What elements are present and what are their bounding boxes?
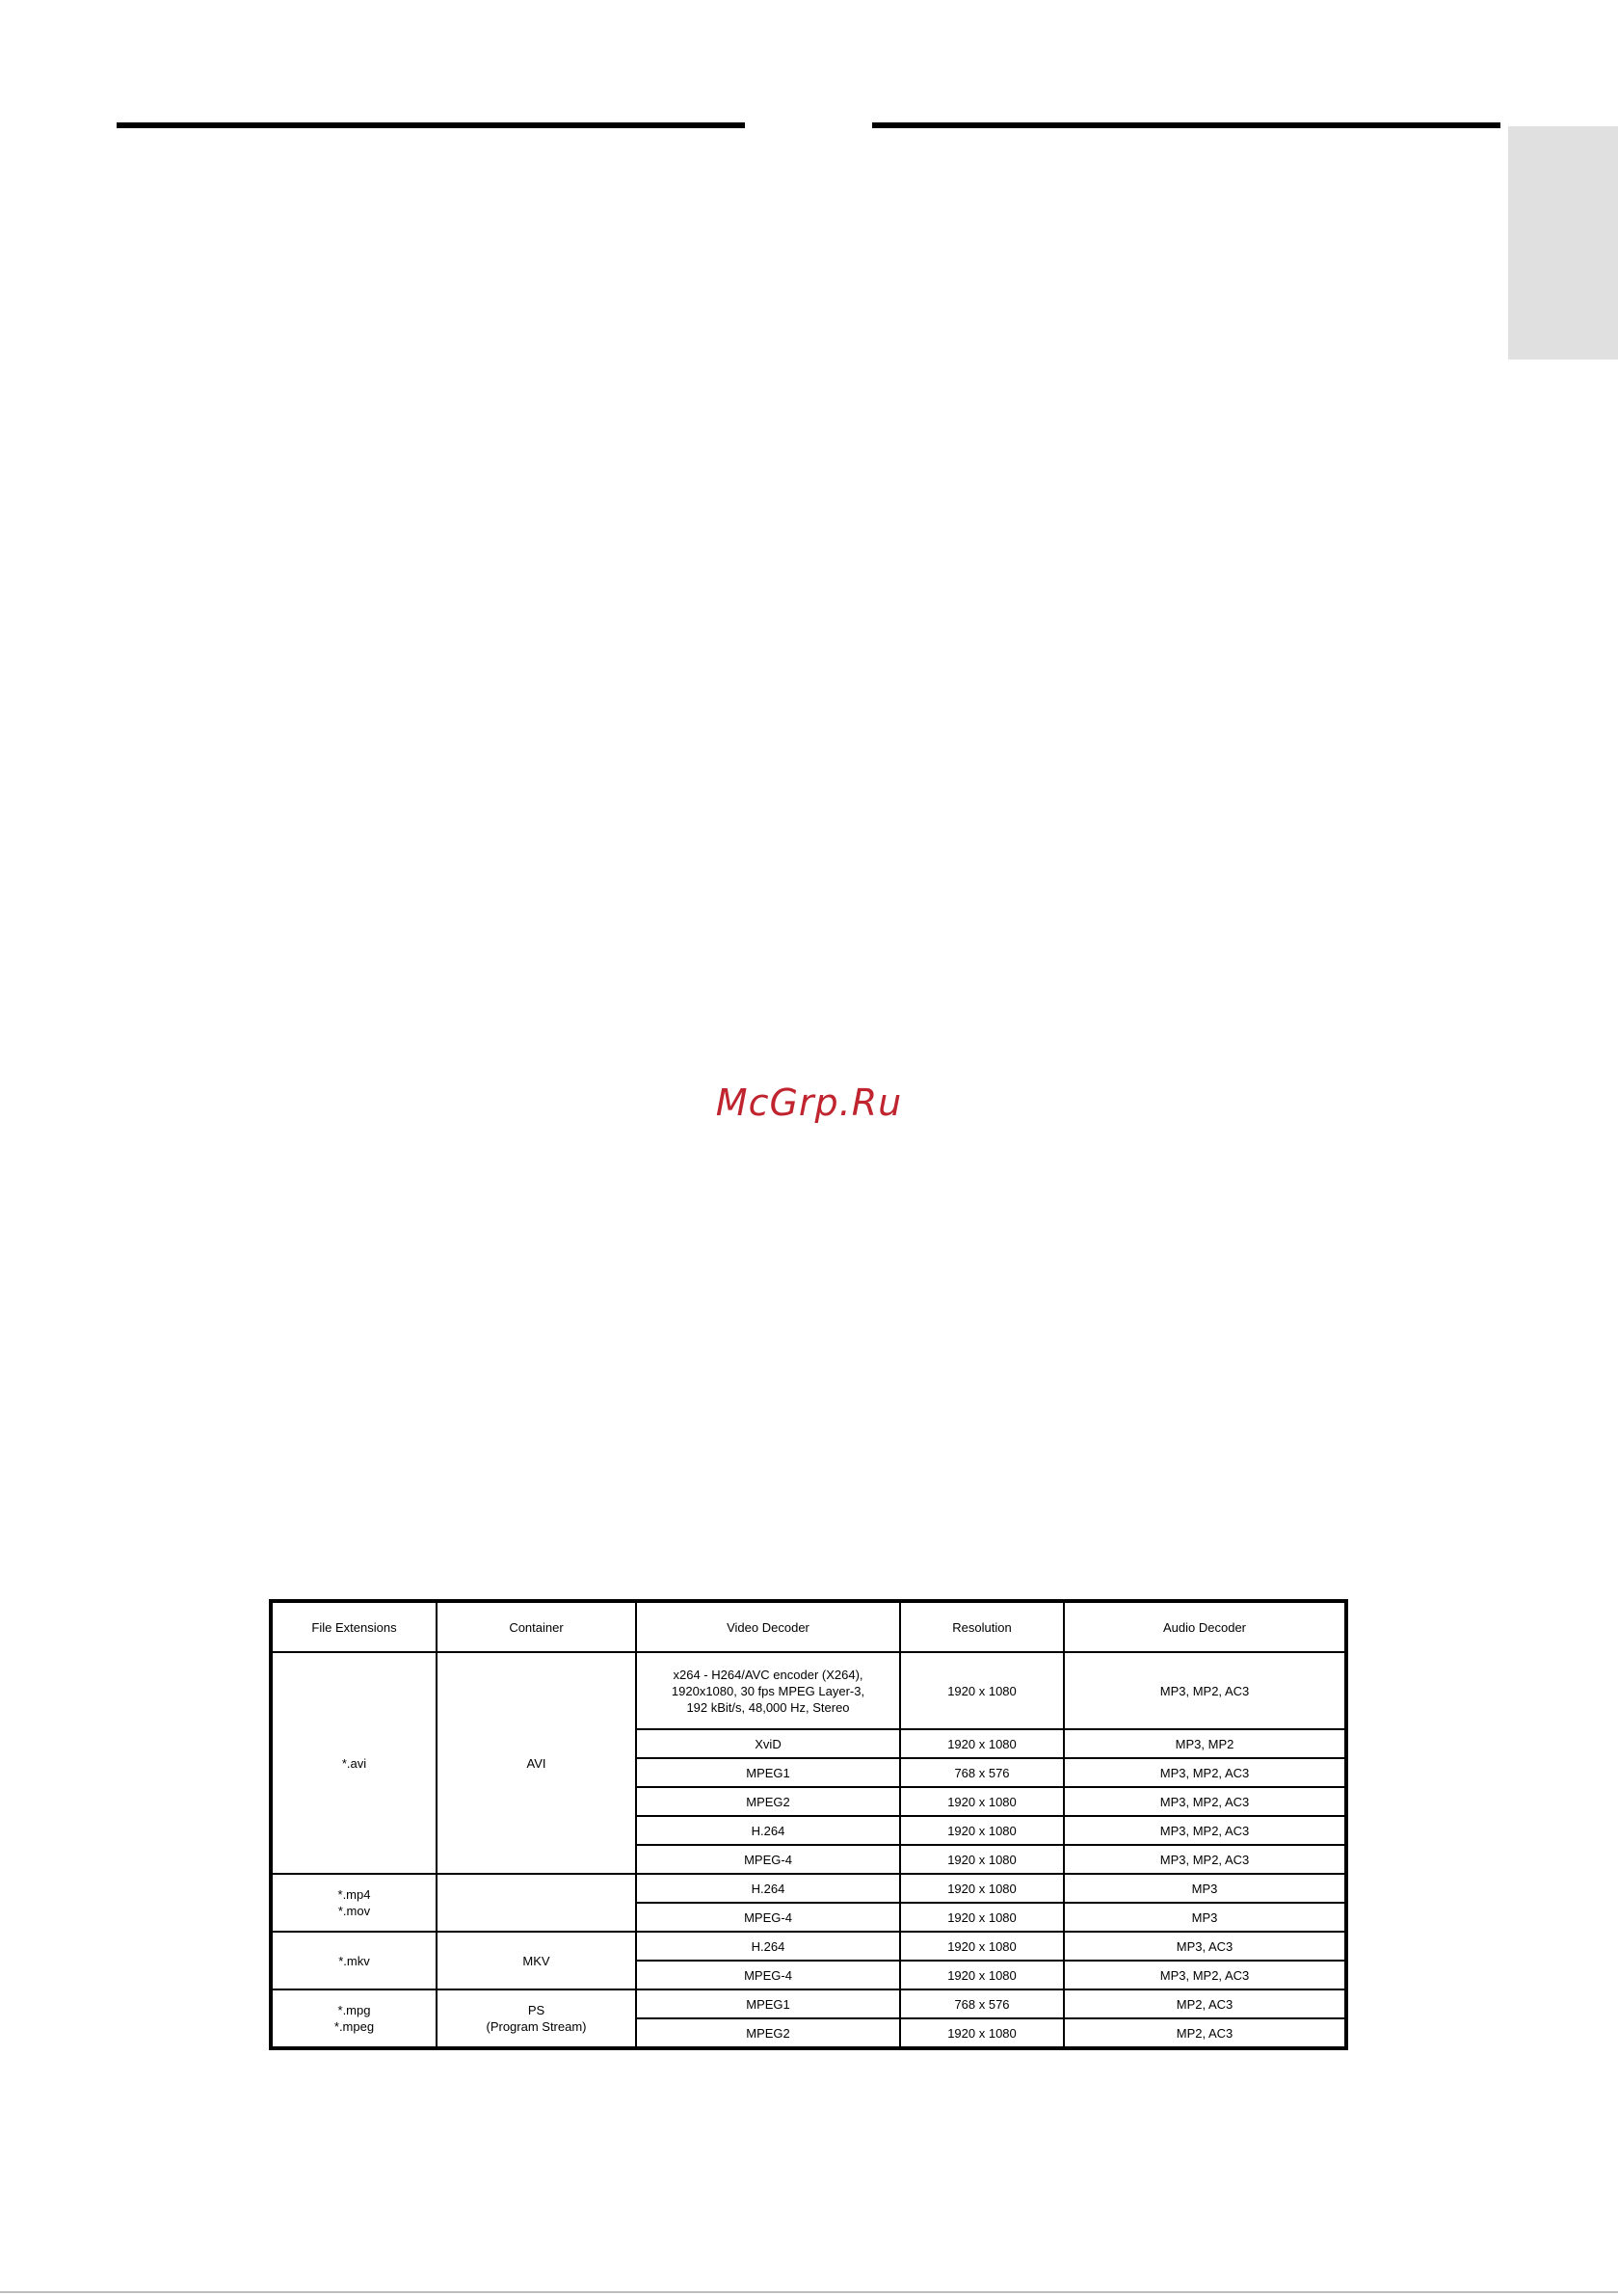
cell-audio-decoder: MP2, AC3 — [1064, 1989, 1346, 2018]
cell-video-decoder: MPEG-4 — [636, 1961, 900, 1989]
cell-container — [437, 1874, 636, 1932]
header-container: Container — [437, 1601, 636, 1652]
cell-video-decoder: MPEG-4 — [636, 1845, 900, 1874]
header-file-extensions: File Extensions — [271, 1601, 437, 1652]
cell-video-decoder: XviD — [636, 1729, 900, 1758]
cell-audio-decoder: MP3, MP2, AC3 — [1064, 1845, 1346, 1874]
media-format-table — [269, 1599, 1348, 2050]
cell-resolution: 1920 x 1080 — [900, 1729, 1064, 1758]
cell-resolution: 1920 x 1080 — [900, 1816, 1064, 1845]
cell-video-decoder: H.264 — [636, 1932, 900, 1961]
cell-audio-decoder: MP2, AC3 — [1064, 2018, 1346, 2048]
cell-resolution: 1920 x 1080 — [900, 2018, 1064, 2048]
cell-video-decoder: MPEG2 — [636, 2018, 900, 2048]
cell-resolution: 1920 x 1080 — [900, 1932, 1064, 1961]
cell-resolution: 1920 x 1080 — [900, 1961, 1064, 1989]
cell-audio-decoder: MP3, MP2, AC3 — [1064, 1961, 1346, 1989]
cell-video-decoder: MPEG1 — [636, 1758, 900, 1787]
cell-extensions: *.mpg *.mpeg — [271, 1989, 437, 2048]
cell-extensions: *.avi — [271, 1652, 437, 1874]
cell-audio-decoder: MP3, MP2, AC3 — [1064, 1758, 1346, 1787]
table-row — [271, 1874, 1346, 1903]
cell-resolution: 1920 x 1080 — [900, 1874, 1064, 1903]
table-row — [271, 1989, 1346, 2018]
cell-resolution: 1920 x 1080 — [900, 1845, 1064, 1874]
cell-resolution: 1920 x 1080 — [900, 1903, 1064, 1932]
cell-audio-decoder: MP3, MP2, AC3 — [1064, 1787, 1346, 1816]
cell-video-decoder: H.264 — [636, 1874, 900, 1903]
table-header-row — [271, 1601, 1346, 1652]
header-rule-left — [117, 122, 745, 128]
cell-video-decoder: MPEG1 — [636, 1989, 900, 2018]
cell-container: MKV — [437, 1932, 636, 1989]
page-bottom-line — [0, 2291, 1618, 2293]
cell-resolution: 1920 x 1080 — [900, 1787, 1064, 1816]
cell-audio-decoder: MP3, MP2, AC3 — [1064, 1652, 1346, 1729]
cell-audio-decoder: MP3 — [1064, 1903, 1346, 1932]
cell-extensions: *.mkv — [271, 1932, 437, 1989]
cell-container: AVI — [437, 1652, 636, 1874]
header-rule-right — [872, 122, 1500, 128]
cell-video-decoder: x264 - H264/AVC encoder (X264), 1920x1080, 30 fps MPEG Layer-3, 192 kBit/s, 48,000 Hz, Stereo — [636, 1652, 900, 1729]
table-row — [271, 1652, 1346, 1729]
header-video-decoder: Video Decoder — [636, 1601, 900, 1652]
header-resolution: Resolution — [900, 1601, 1064, 1652]
cell-video-decoder: MPEG-4 — [636, 1903, 900, 1932]
cell-video-decoder: H.264 — [636, 1816, 900, 1845]
header-audio-decoder: Audio Decoder — [1064, 1601, 1346, 1652]
cell-resolution: 1920 x 1080 — [900, 1652, 1064, 1729]
cell-audio-decoder: MP3, AC3 — [1064, 1932, 1346, 1961]
cell-video-decoder: MPEG2 — [636, 1787, 900, 1816]
cell-audio-decoder: MP3, MP2 — [1064, 1729, 1346, 1758]
cell-resolution: 768 x 576 — [900, 1758, 1064, 1787]
cell-audio-decoder: MP3, MP2, AC3 — [1064, 1816, 1346, 1845]
table-body — [271, 1652, 1346, 2048]
watermark: McGrp.Ru — [715, 1081, 903, 1124]
cell-audio-decoder: MP3 — [1064, 1874, 1346, 1903]
cell-resolution: 768 x 576 — [900, 1989, 1064, 2018]
table-row — [271, 1932, 1346, 1961]
cell-extensions: *.mp4 *.mov — [271, 1874, 437, 1932]
cell-container: PS (Program Stream) — [437, 1989, 636, 2048]
side-tab-marker — [1508, 126, 1618, 360]
